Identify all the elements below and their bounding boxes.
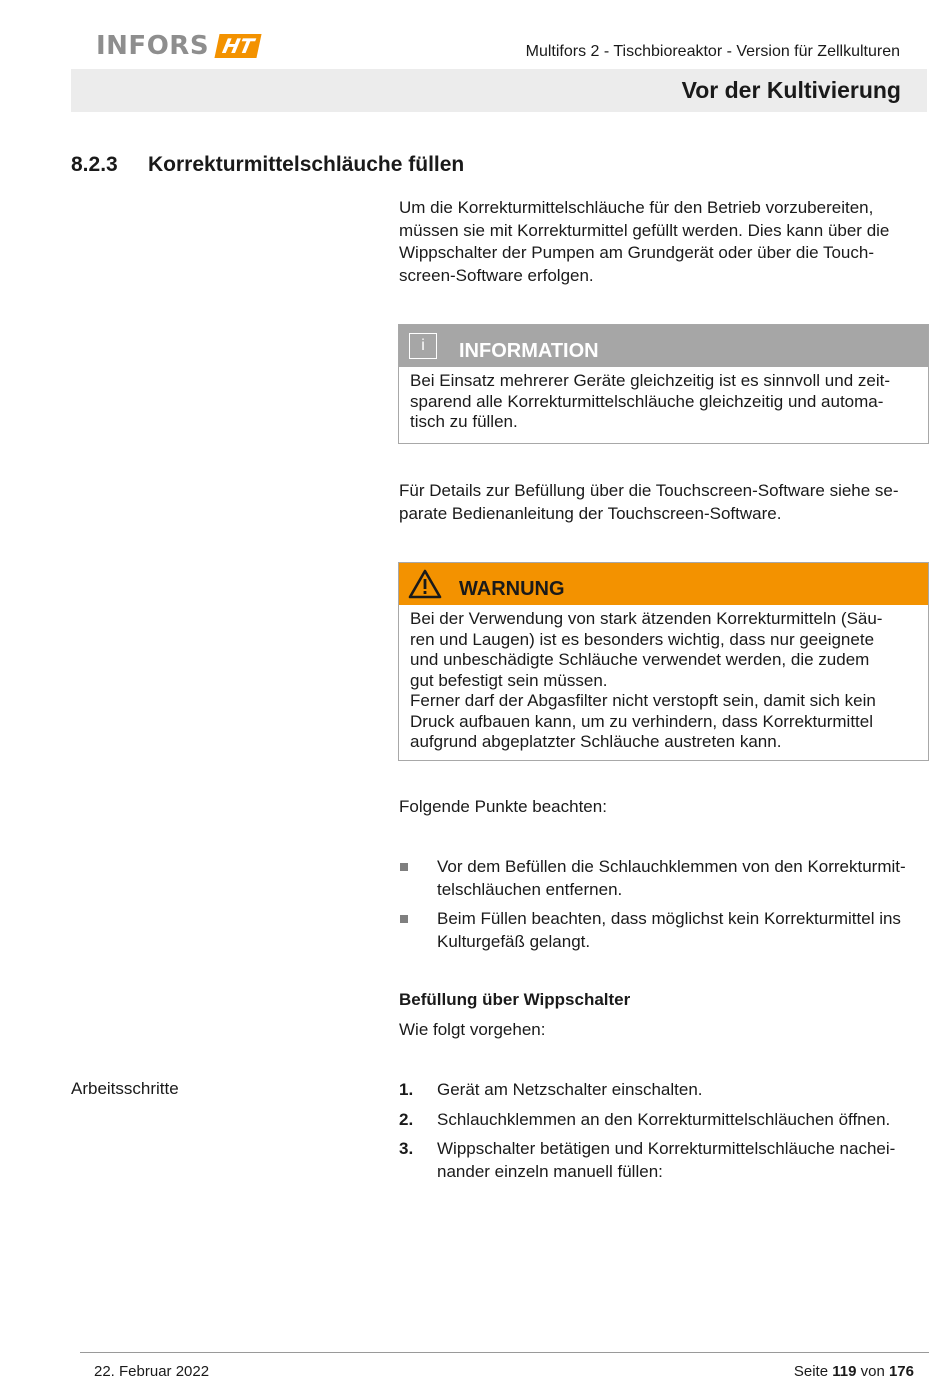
page-prefix: Seite bbox=[793, 1363, 829, 1380]
text-line: Schlauchklemmen an den Korrekturmittelschläuchen öffnen. bbox=[437, 1109, 891, 1129]
bullet-square-icon bbox=[400, 863, 408, 871]
text-line: nander einzeln manuell füllen: bbox=[437, 1161, 663, 1181]
text-line: sparend alle Korrekturmittelschläuche gleichzeitig und automa- bbox=[410, 391, 884, 411]
intro-paragraph bbox=[399, 197, 919, 287]
details-paragraph bbox=[399, 480, 919, 525]
page-number bbox=[794, 1363, 914, 1380]
text-line: gut befestigt sein müssen. bbox=[410, 670, 608, 690]
warning-triangle-icon bbox=[408, 569, 442, 599]
infors-ht-logo bbox=[96, 32, 259, 60]
information-box bbox=[398, 324, 929, 444]
text-line: Für Details zur Befüllung über die Touchscreen-Software siehe se- bbox=[399, 481, 899, 500]
text-line: Bei Einsatz mehrerer Geräte gleichzeitig ist es sinnvoll und zeit- bbox=[410, 371, 890, 390]
page-current: 119 bbox=[832, 1363, 857, 1380]
section-number: 8.2.3 bbox=[71, 153, 118, 176]
information-text bbox=[399, 367, 928, 435]
text-line: Kulturgefäß gelangt. bbox=[437, 931, 591, 951]
text-line: Druck aufbauen kann, um zu verhindern, dass Korrekturmittel bbox=[410, 711, 874, 731]
information-label: INFORMATION bbox=[459, 340, 599, 362]
step-list bbox=[399, 1079, 927, 1190]
points-intro: Folgende Punkte beachten: bbox=[399, 797, 607, 816]
text-line: Ferner darf der Abgasfilter nicht verstopft sein, damit sich kein bbox=[410, 691, 876, 710]
logo-ht-mark: HT bbox=[214, 34, 261, 58]
text-line: Um die Korrekturmittelschläuche für den Betrieb vorzubereiten, bbox=[399, 198, 874, 217]
page-separator: von bbox=[860, 1363, 885, 1380]
footer-date: 22. Februar 2022 bbox=[94, 1363, 210, 1380]
step-number: 2. bbox=[399, 1109, 414, 1129]
text-line: aufgrund abgeplatzter Schläuche austreten kann. bbox=[410, 732, 782, 751]
text-line: ren und Laugen) ist es besonders wichtig, dass nur geeignete bbox=[410, 629, 875, 649]
procedure-intro: Wie folgt vorgehen: bbox=[399, 1020, 546, 1039]
warning-box-header bbox=[399, 563, 928, 605]
warning-label: WARNUNG bbox=[459, 578, 565, 600]
document-title: Multifors 2 - Tischbioreaktor - Version für Zellkulturen bbox=[525, 43, 900, 60]
logo-wordmark: INFORS bbox=[96, 31, 210, 61]
bullet-square-icon bbox=[400, 915, 408, 923]
text-line: Vor dem Befüllen die Schlauchklemmen von den Korrekturmit- bbox=[437, 857, 906, 876]
warning-text bbox=[399, 605, 928, 755]
list-item bbox=[399, 856, 927, 901]
chapter-title: Vor der Kultivierung bbox=[681, 77, 901, 103]
bullet-list bbox=[399, 856, 927, 960]
text-line: Beim Füllen beachten, dass möglichst kein Korrekturmittel ins bbox=[437, 909, 901, 928]
text-line: screen-Software erfolgen. bbox=[399, 265, 594, 285]
information-box-header bbox=[399, 325, 928, 367]
step-item bbox=[399, 1138, 927, 1183]
section-title: Korrekturmittelschläuche füllen bbox=[148, 153, 465, 176]
text-line: telschläuchen entfernen. bbox=[437, 879, 623, 899]
footer-divider bbox=[80, 1352, 929, 1353]
text-line: müssen sie mit Korrekturmittel gefüllt werden. Dies kann über die bbox=[399, 220, 890, 240]
text-line: Gerät am Netzschalter einschalten. bbox=[437, 1080, 703, 1099]
warning-box bbox=[398, 562, 929, 761]
text-line: parate Bedienanleitung der Touchscreen-Software. bbox=[399, 503, 782, 523]
step-number: 1. bbox=[399, 1080, 414, 1099]
page-total: 176 bbox=[888, 1363, 914, 1380]
step-item bbox=[399, 1109, 927, 1132]
text-line: tisch zu füllen. bbox=[410, 412, 518, 431]
subheading: Befüllung über Wippschalter bbox=[399, 990, 631, 1009]
list-item bbox=[399, 908, 927, 953]
text-line: Wippschalter der Pumpen am Grundgerät oder über die Touch- bbox=[399, 243, 874, 262]
step-number: 3. bbox=[399, 1139, 414, 1158]
margin-label: Arbeitsschritte bbox=[71, 1079, 179, 1098]
text-line: Bei der Verwendung von stark ätzenden Korrekturmitteln (Säu- bbox=[410, 609, 883, 628]
chapter-band bbox=[71, 69, 927, 112]
text-line: Wippschalter betätigen und Korrekturmittelschläuche nachei- bbox=[437, 1139, 896, 1158]
step-item bbox=[399, 1079, 927, 1102]
text-line: und unbeschädigte Schläuche verwendet werden, die zudem bbox=[410, 650, 870, 669]
info-icon: i bbox=[409, 333, 437, 359]
